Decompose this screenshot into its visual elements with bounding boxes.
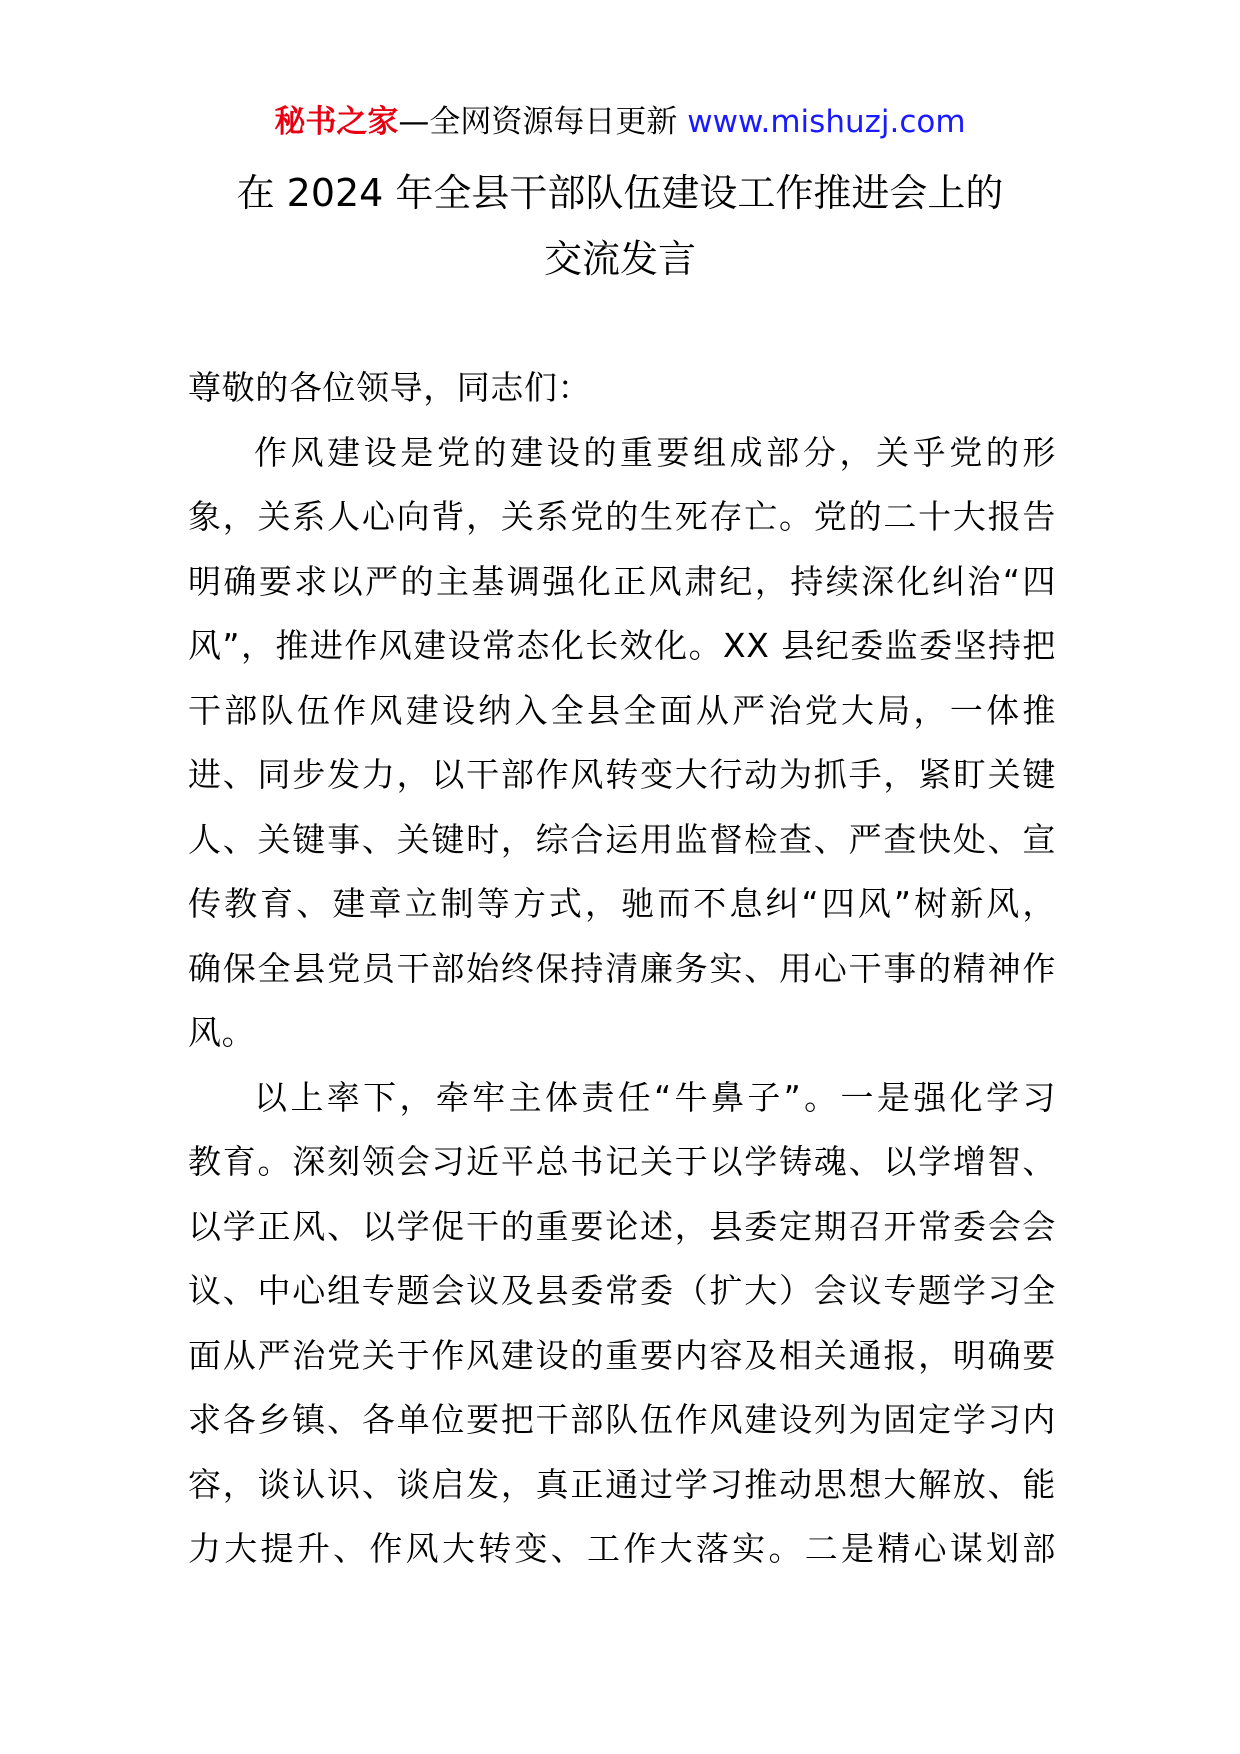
document-title [150,160,1090,292]
paragraph-line: 求各乡镇、各单位要把干部队伍作风建设列为固定学习内 [188,1400,1056,1439]
paragraph-line: 干部队伍作风建设纳入全县全面从严治党大局，一体推 [188,690,1056,730]
document-body [188,356,1056,1582]
paragraph-2 [188,1066,1056,1582]
paragraph-line: 象，关系人心向背，关系党的生死存亡。党的二十大报告 [188,497,1056,536]
paragraph-1 [188,421,1056,1066]
paragraph-line: 以上率下，牵牢主体责任“牛鼻子”。一是强化学习 [254,1077,1056,1117]
paragraph-line: 议、中心组专题会议及县委常委（扩大）会议专题学习全 [188,1271,1056,1310]
paragraph-line: 进、同步发力，以干部作风转变大行动为抓手，紧盯关键 [188,755,1056,794]
paragraph-line: 确保全县党员干部始终保持清廉务实、用心干事的精神作 [188,948,1056,988]
paragraph-line: 作风建设是党的建设的重要组成部分，关乎党的形 [254,432,1056,472]
header-tagline: —全网资源每日更新 [398,104,678,140]
paragraph-line: 教育。深刻领会习近平总书记关于以学铸魂、以学增智、 [188,1142,1056,1181]
paragraph-line: 传教育、建章立制等方式，驰而不息纠“四风”树新风， [188,884,1056,923]
paragraph-line: 容，谈认识、谈启发，真正通过学习推动思想大解放、能 [188,1464,1056,1504]
brand-name: 秘书之家 [274,104,399,140]
title-line-2: 交流发言 [543,237,696,281]
title-line-1: 在 2024 年全县干部队伍建设工作推进会上的 [236,171,1004,215]
paragraph-line: 明确要求以严的主基调强化正风肃纪，持续深化纠治“四 [188,561,1056,601]
site-url-link[interactable]: www.mishuzj.com [687,104,966,140]
paragraph-line: 力大提升、作风大转变、工作大落实。二是精心谋划部 [188,1529,1056,1568]
paragraph-line: 人、关键事、关键时，综合运用监督检查、严查快处、宣 [188,819,1056,859]
salutation: 尊敬的各位领导，同志们： [188,368,592,407]
paragraph-line: 风。 [188,1013,256,1052]
paragraph-line: 面从严治党关于作风建设的重要内容及相关通报，明确要 [188,1335,1056,1375]
site-header [0,102,1240,142]
paragraph-line: 以学正风、以学促干的重要论述，县委定期召开常委会会 [188,1206,1056,1246]
paragraph-line: 风”，推进作风建设常态化长效化。XX 县纪委监委坚持把 [188,626,1056,665]
